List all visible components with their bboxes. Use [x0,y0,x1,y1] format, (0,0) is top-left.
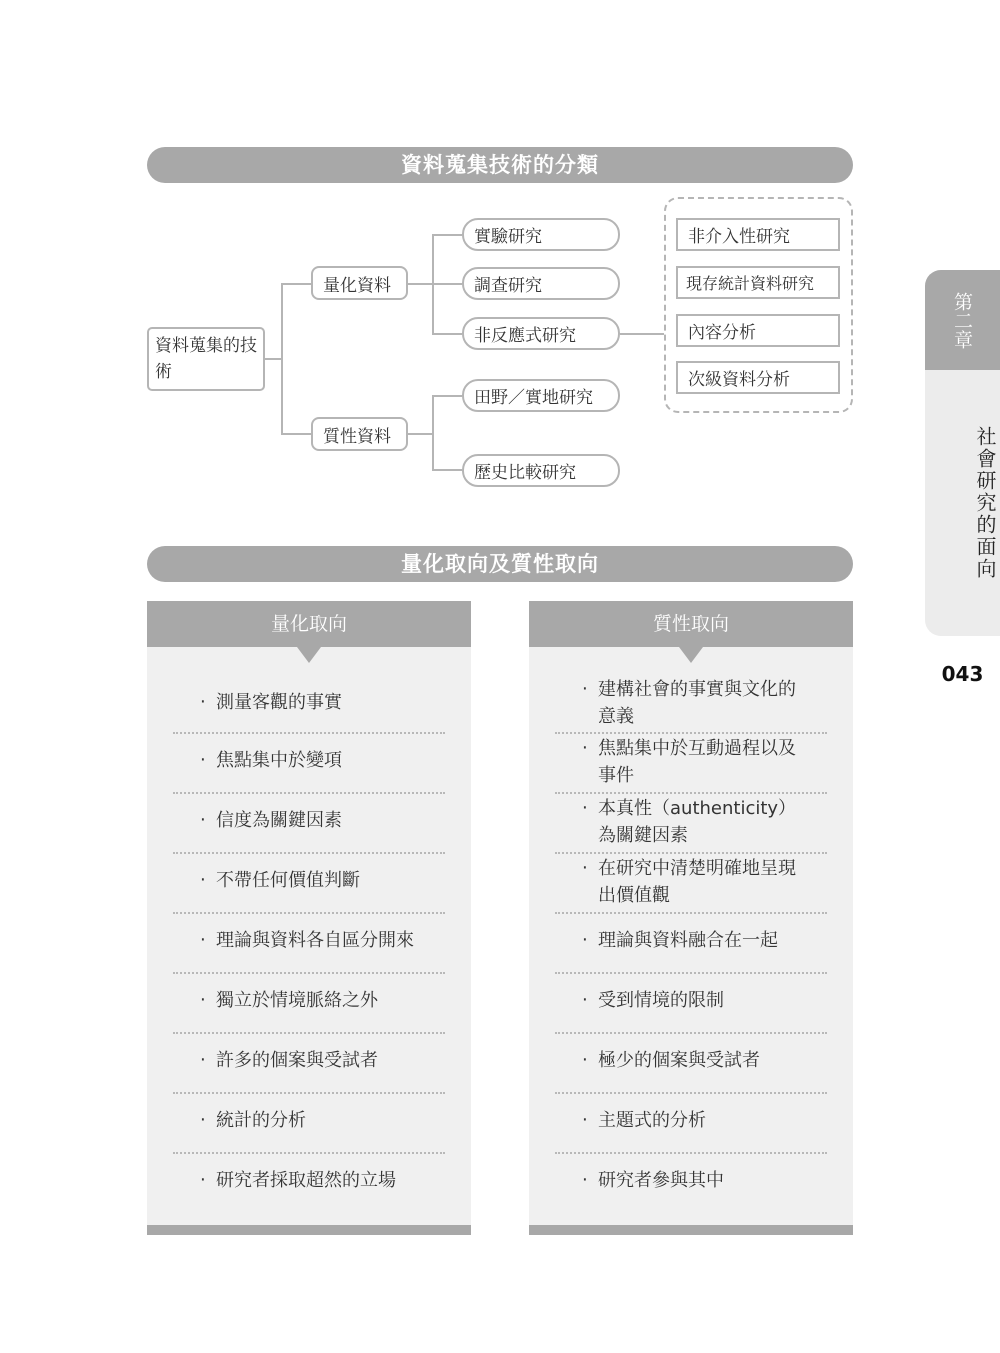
item-text: 研究者採取超然的立場 [216,1170,396,1191]
divider [555,852,827,854]
list-item [173,1047,445,1107]
bullet-icon: ‧ [200,750,206,771]
bullet-icon: ‧ [200,870,206,891]
quantitative-heading: 量化取向 [147,601,471,647]
node-nonreactive-research: 非反應式研究 [462,317,620,350]
list-item [555,1047,827,1107]
item-text: 主題式的分析 [598,1110,706,1131]
divider [555,912,827,914]
divider [173,1032,445,1034]
node-field-research: 田野／實地研究 [462,379,620,412]
bullet-icon: ‧ [582,990,588,1011]
connector [620,333,664,335]
divider [173,972,445,974]
section-title-classification: 資料蒐集技術的分類 [147,147,853,183]
node-qualitative-data: 質性資料 [311,417,408,451]
list-item [173,1107,445,1167]
connector [432,234,462,236]
divider [555,972,827,974]
item-text: 理論與資料融合在一起 [598,930,778,951]
column-footer [147,1225,471,1235]
connector [281,283,311,285]
item-text: 極少的個案與受試者 [598,1050,760,1071]
down-arrow-icon [679,647,703,663]
list-item [555,927,827,987]
section-title-comparison: 量化取向及質性取向 [147,546,853,582]
list-item [555,795,827,855]
quantitative-column [147,601,471,1235]
item-text: 許多的個案與受試者 [216,1050,378,1071]
chapter-title: 社會研究的面向 [973,426,997,580]
chapter-side-tab [925,270,1000,636]
divider [555,732,827,734]
bullet-icon: ‧ [200,930,206,951]
item-text: 焦點集中於互動過程以及事件 [598,738,796,786]
node-unobtrusive-research: 非介入性研究 [676,218,840,251]
list-item [173,1167,445,1227]
divider [173,1092,445,1094]
connector [281,283,283,435]
divider [173,912,445,914]
qualitative-heading: 質性取向 [529,601,853,647]
item-text: 測量客觀的事實 [216,692,342,713]
bullet-icon: ‧ [200,1050,206,1071]
bullet-icon: ‧ [582,798,588,819]
connector [432,395,462,397]
node-content-analysis: 內容分析 [676,314,840,347]
page-number: 043 [941,662,984,686]
column-footer [529,1225,853,1235]
connector [432,283,462,285]
item-text: 理論與資料各自區分開來 [216,930,414,951]
item-text: 焦點集中於變項 [216,750,342,771]
item-text: 建構社會的事實與文化的意義 [598,679,796,727]
chapter-label: 第二章 [925,270,1000,370]
node-survey-research: 調查研究 [462,267,620,300]
item-text: 獨立於情境脈絡之外 [216,990,378,1011]
item-text: 受到情境的限制 [598,990,724,1011]
node-experimental-research: 實驗研究 [462,218,620,251]
bullet-icon: ‧ [200,692,206,713]
bullet-icon: ‧ [200,1170,206,1191]
bullet-icon: ‧ [200,810,206,831]
list-item [173,807,445,867]
list-item [555,1167,827,1227]
item-text: 不帶任何價值判斷 [216,870,360,891]
list-item [173,927,445,987]
list-item [555,987,827,1047]
node-historical-comparative-research: 歷史比較研究 [462,454,620,487]
node-existing-statistics-research: 現存統計資料研究 [676,266,840,299]
item-text: 在研究中清楚明確地呈現出價值觀 [598,858,796,906]
divider [173,792,445,794]
bullet-icon: ‧ [582,1170,588,1191]
connector [408,283,434,285]
list-item [173,747,445,807]
connector [408,433,434,435]
root-node: 資料蒐集的技術 [147,327,265,391]
item-text: 研究者參與其中 [598,1170,724,1191]
divider [555,1092,827,1094]
divider [173,1152,445,1154]
node-quantitative-data: 量化資料 [311,266,408,300]
list-item [173,867,445,927]
bullet-icon: ‧ [582,930,588,951]
bullet-icon: ‧ [200,990,206,1011]
bullet-icon: ‧ [582,1110,588,1131]
list-item [555,855,827,915]
list-item [555,735,827,795]
connector [281,433,311,435]
list-item [173,689,445,749]
connector [432,469,462,471]
item-text: 統計的分析 [216,1110,306,1131]
divider [173,732,445,734]
down-arrow-icon [297,647,321,663]
bullet-icon: ‧ [582,858,588,879]
classification-diagram [0,0,1000,540]
list-item [173,987,445,1047]
item-text: 本真性（authenticity）為關鍵因素 [598,798,797,846]
item-text: 信度為關鍵因素 [216,810,342,831]
bullet-icon: ‧ [582,679,588,700]
qualitative-column [529,601,853,1235]
bullet-icon: ‧ [582,1050,588,1071]
bullet-icon: ‧ [200,1110,206,1131]
node-secondary-data-analysis: 次級資料分析 [676,361,840,394]
bullet-icon: ‧ [582,738,588,759]
divider [555,792,827,794]
list-item [555,676,827,736]
connector [432,395,434,471]
connector [432,333,462,335]
divider [555,1152,827,1154]
divider [173,852,445,854]
list-item [555,1107,827,1167]
divider [555,1032,827,1034]
